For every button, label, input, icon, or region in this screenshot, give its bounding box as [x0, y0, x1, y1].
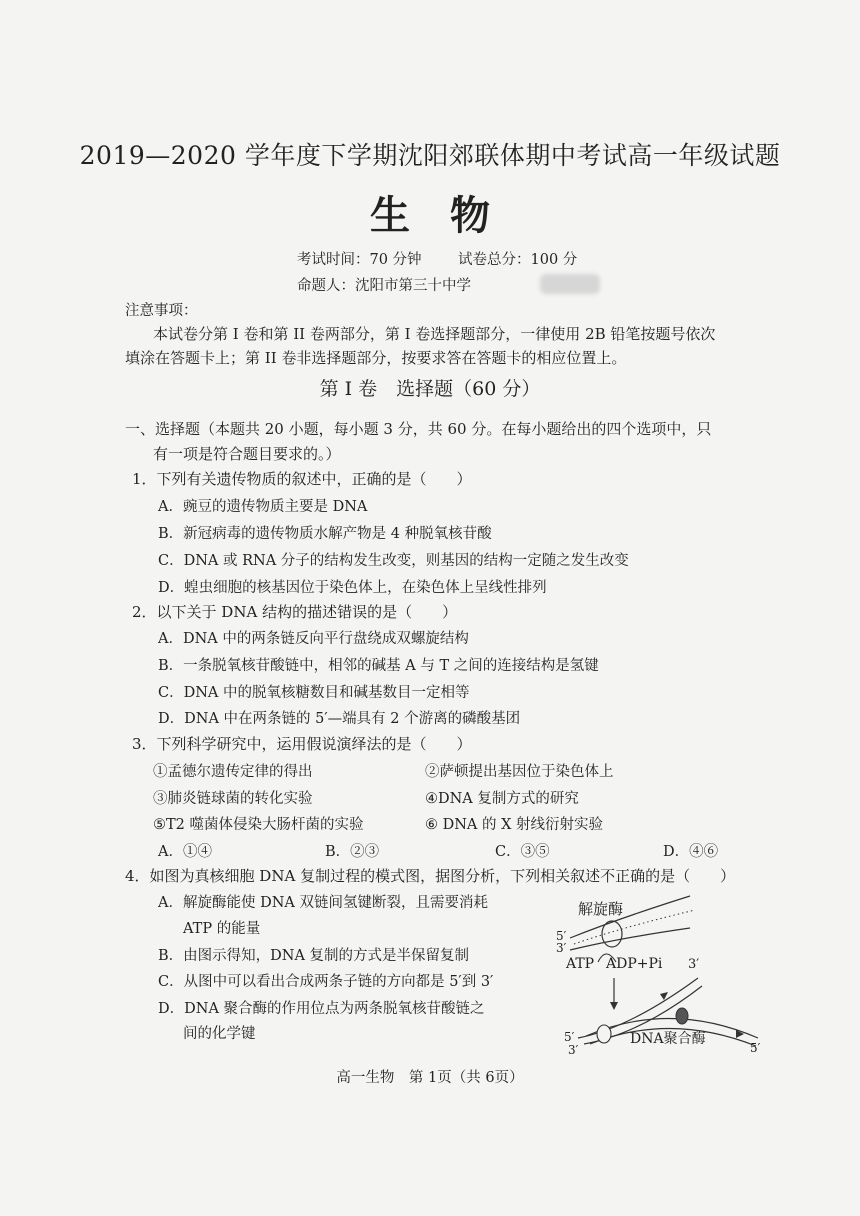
q2-option-c: C．DNA 中的脱氧核糖数目和碱基数目一定相等: [158, 685, 470, 701]
q2-option-d: D．DNA 中在两条链的 5′—端具有 2 个游离的磷酸基团: [158, 711, 521, 727]
polymerase-label: DNA聚合酶: [630, 1031, 706, 1047]
q4-option-d: D．DNA 聚合酶的作用位点为两条脱氧核苷酸链之: [158, 1001, 485, 1017]
q2-option-a: A．DNA 中的两条链反向平行盘绕成双螺旋结构: [158, 631, 469, 647]
question-4-stem: 4．如图为真核细胞 DNA 复制过程的模式图，据图分析，下列相关叙述不正确的是（ ）: [125, 867, 736, 885]
q3-option-b: B．②③: [325, 844, 380, 860]
dna-replication-figure: [550, 888, 780, 1058]
end-3-bottom: 3′: [568, 1043, 579, 1057]
q1-option-a: A．豌豆的遗传物质主要是 DNA: [158, 499, 368, 515]
helicase-label: 解旋酶: [578, 900, 624, 918]
end-3-right: 3′: [688, 957, 700, 972]
q4-option-b: B．由图示得知，DNA 复制的方式是半保留复制: [158, 948, 470, 964]
polymerase-enzyme-left: [597, 1025, 611, 1043]
polymerase-enzyme-right: [676, 1008, 688, 1024]
q3-item-5: ⑤T2 噬菌体侵染大肠杆菌的实验: [153, 817, 364, 833]
q3-option-a: A．①④: [158, 844, 212, 860]
q4-option-d-cont: 间的化学键: [183, 1026, 256, 1042]
q1-option-d: D．蝗虫细胞的核基因位于染色体上，在染色体上呈线性排列: [158, 580, 547, 596]
exam-time: 考试时间：70 分钟: [297, 252, 422, 268]
end-5-right: 5′: [750, 1041, 761, 1055]
q1-option-b: B．新冠病毒的遗传物质水解产物是 4 种脱氧核苷酸: [158, 526, 492, 542]
total-score: 试卷总分：100 分: [458, 252, 578, 268]
notes-line-1: 本试卷分第 I 卷和第 II 卷两部分，第 I 卷选择题部分，一律使用 2B 铅笔按题号依次: [153, 325, 716, 343]
q3-item-3: ③肺炎链球菌的转化实验: [153, 791, 313, 807]
down-arrow-head: [610, 1002, 618, 1010]
section-intro-2: 有一项是符合题目要求的。）: [153, 445, 341, 463]
notes-title: 注意事项：: [125, 303, 198, 319]
q1-option-c: C．DNA 或 RNA 分子的结构发生改变，则基因的结构一定随之发生改变: [158, 553, 629, 569]
q3-option-c: C．③⑤: [495, 844, 550, 860]
q4-option-a: A．解旋酶能使 DNA 双链间氢键断裂，且需要消耗: [158, 895, 488, 911]
section-title: 第 I 卷 选择题（60 分）: [319, 378, 541, 400]
end-5-top: 5′: [556, 929, 567, 943]
section-intro-1: 一、选择题（本题共 20 小题，每小题 3 分，共 60 分。在每小题给出的四个选项中，只: [125, 420, 712, 438]
question-1-stem: 1．下列有关遗传物质的叙述中，正确的是（ ）: [132, 470, 472, 488]
q3-item-1: ①孟德尔遗传定律的得出: [153, 764, 313, 780]
q3-option-d: D．④⑥: [663, 844, 719, 860]
end-5-bottom: 5′: [564, 1030, 575, 1044]
question-2-stem: 2．以下关于 DNA 结构的描述错误的是（ ）: [132, 603, 458, 621]
exam-author: 命题人：沈阳市第三十中学: [297, 278, 471, 294]
q3-item-6: ⑥ DNA 的 X 射线衍射实验: [425, 817, 604, 833]
subject-title: 生物: [370, 192, 530, 239]
atp-label: ATP: [566, 956, 595, 972]
question-3-stem: 3．下列科学研究中，运用假说演绎法的是（ ）: [132, 735, 472, 753]
q3-item-4: ④DNA 复制方式的研究: [425, 791, 579, 807]
q4-option-a-cont: ATP 的能量: [183, 921, 261, 937]
adp-label: ADP+Pi: [606, 956, 663, 972]
q2-option-b: B．一条脱氧核苷酸链中，相邻的碱基 A 与 T 之间的连接结构是氢键: [158, 658, 599, 674]
q4-option-c: C．从图中可以看出合成两条子链的方向都是 5′到 3′: [158, 974, 494, 990]
notes-line-2: 填涂在答题卡上；第 II 卷非选择题部分，按要求答在答题卡的相应位置上。: [125, 349, 627, 367]
q3-item-2: ②萨顿提出基因位于染色体上: [425, 764, 614, 780]
end-3-top: 3′: [556, 941, 567, 955]
redacted-name: [540, 274, 600, 294]
page-footer: 高一生物 第 1页（共 6页）: [336, 1070, 524, 1086]
exam-title: 2019—2020 学年度下学期沈阳郊联体期中考试高一年级试题: [79, 141, 781, 170]
